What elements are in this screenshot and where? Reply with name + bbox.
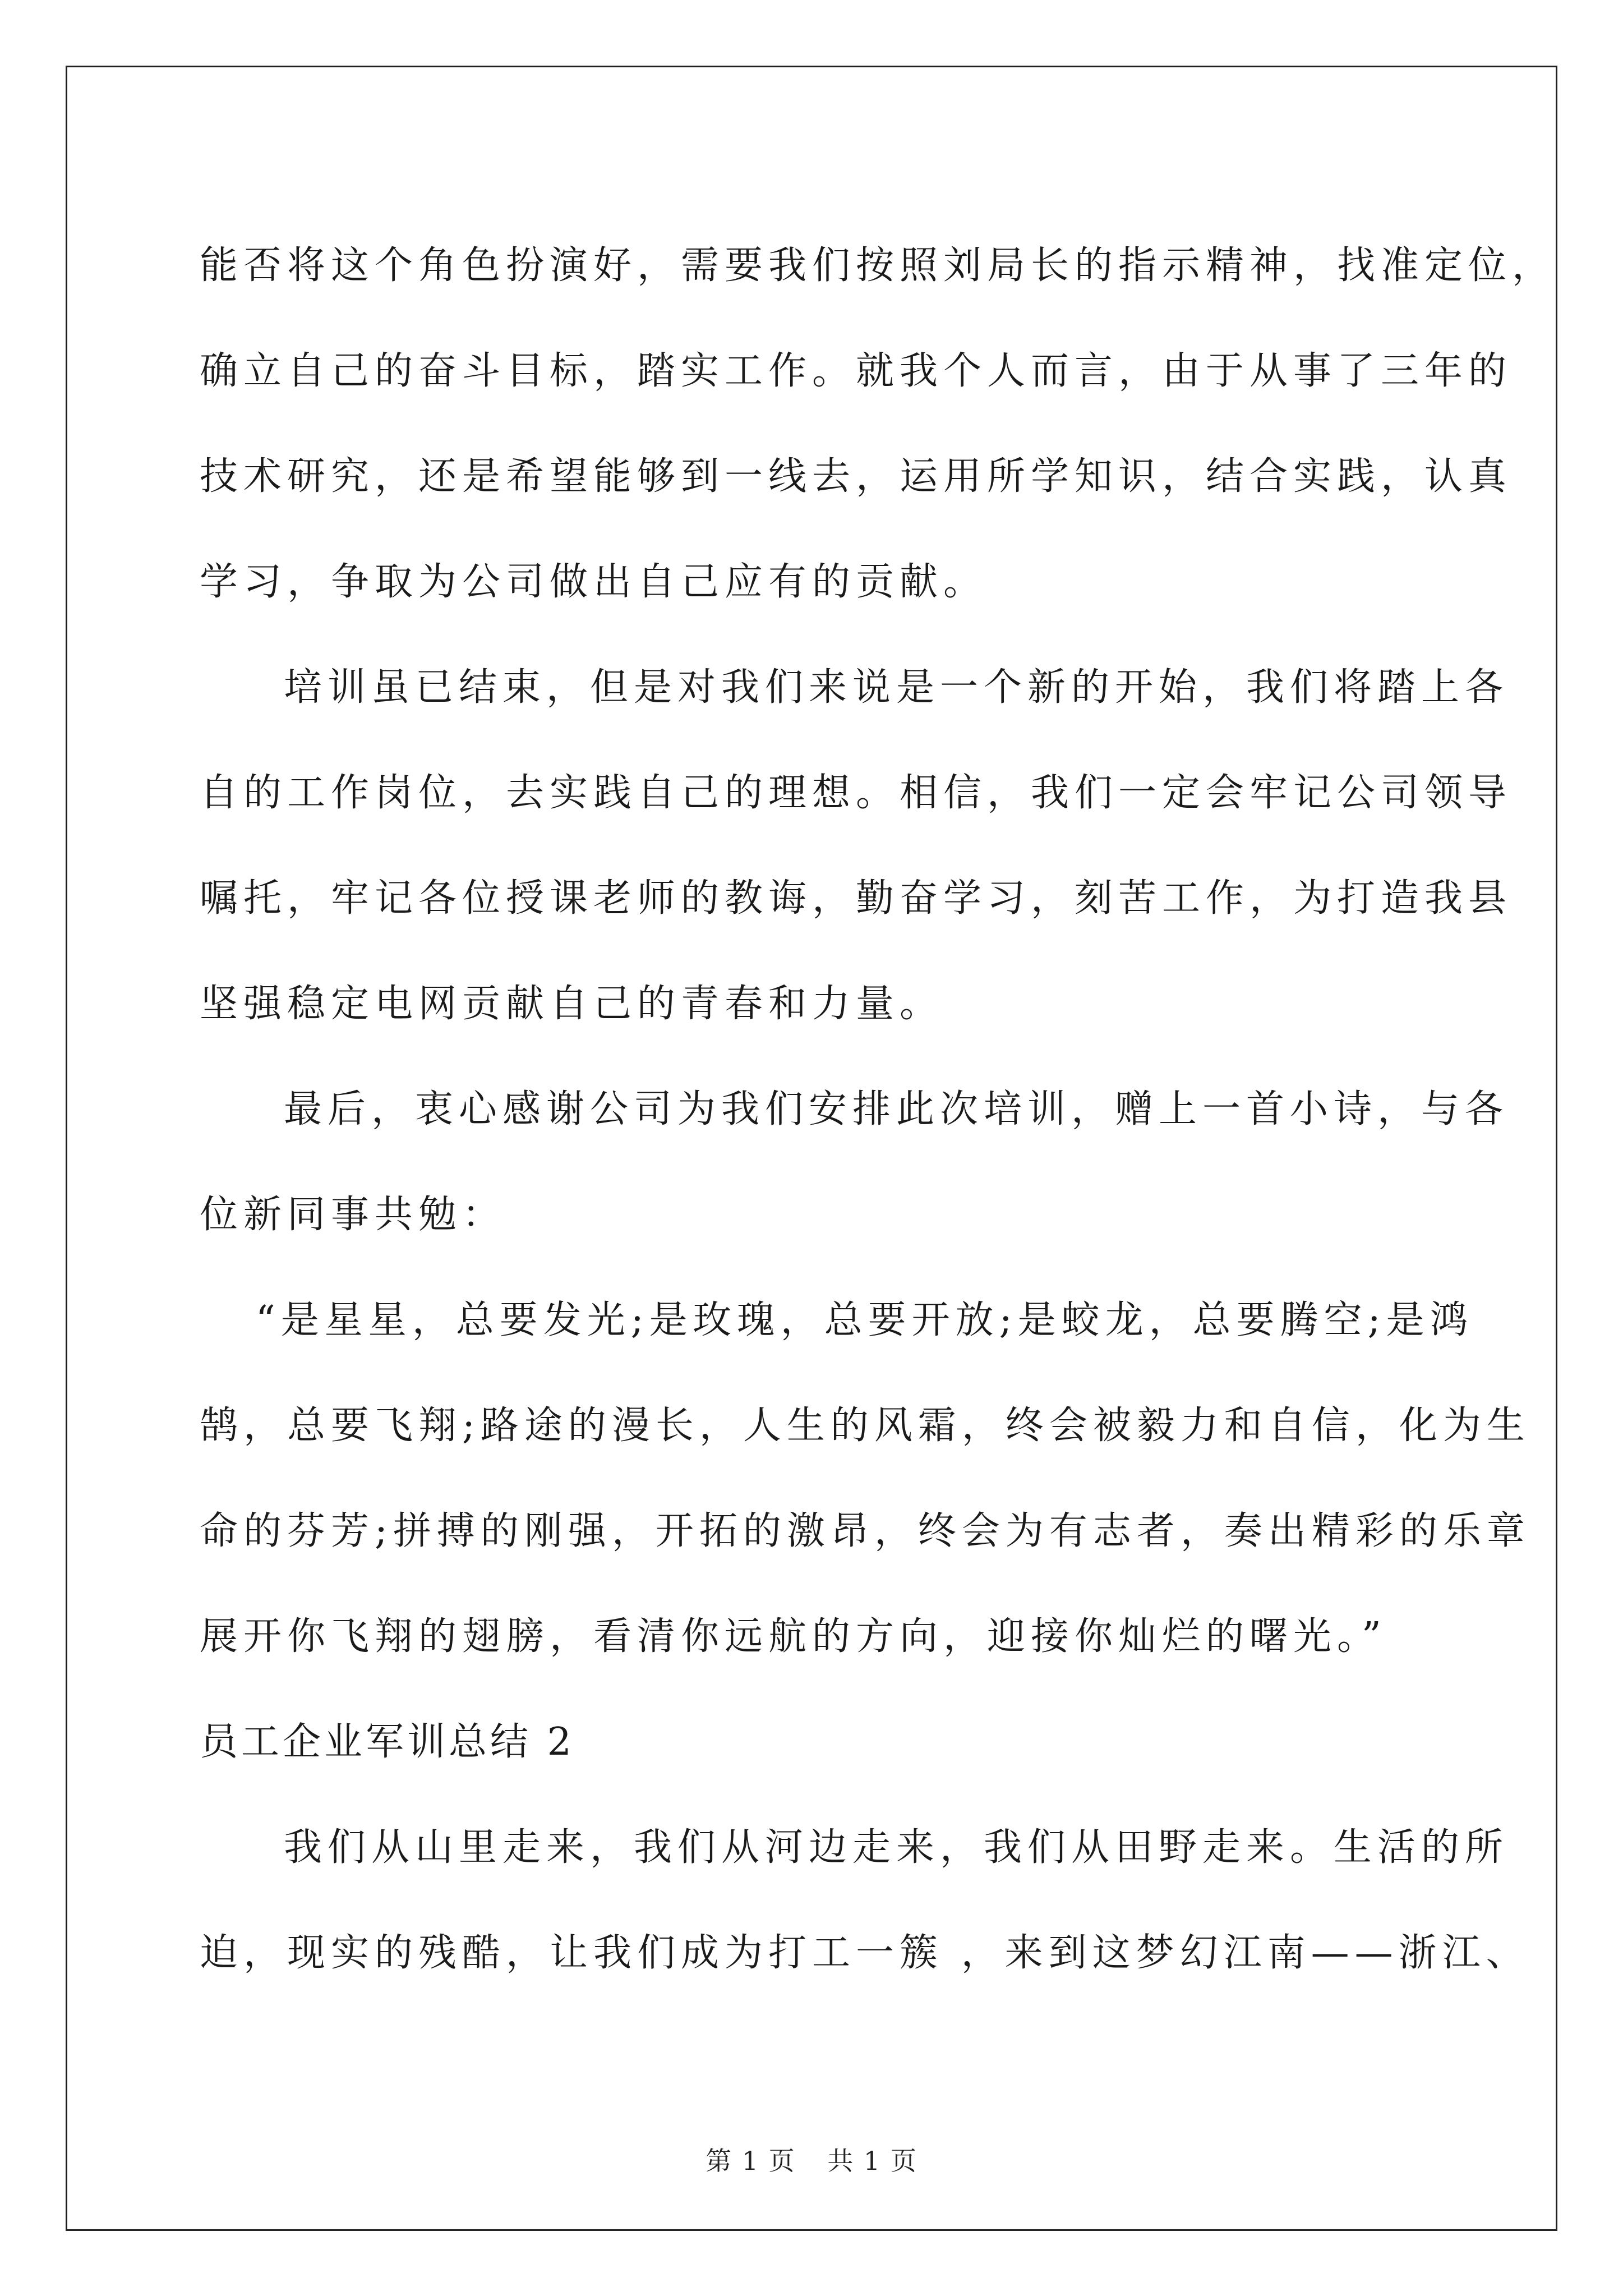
paragraph-start-line: 最后，衷心感谢公司为我们安排此次培训，赠上一首小诗，与各 — [284, 1087, 1509, 1131]
page-number: 第 1 页 — [706, 2146, 796, 2176]
text-line: 学习，争取为公司做出自己应有的贡献。 — [200, 560, 988, 604]
text-line: 嘱托，牢记各位授课老师的教诲，勤奋学习，刻苦工作，为打造我县 — [200, 876, 1513, 921]
paragraph-start-line: 我们从山里走来，我们从河边走来，我们从田野走来。生活的所 — [284, 1825, 1509, 1870]
text-line: 命的芬芳;拼搏的刚强，开拓的激昂，终会为有志者，奏出精彩的乐章 — [200, 1509, 1530, 1553]
section-heading: 员工企业军训总结 2 — [200, 1720, 575, 1764]
quote-start-line: “是星星，总要发光;是玫瑰，总要开放;是蛟龙，总要腾空;是鸿 — [256, 1298, 1474, 1342]
text-line: 自的工作岗位，去实践自己的理想。相信，我们一定会牢记公司领导 — [200, 771, 1513, 815]
text-line: 迫，现实的残酷，让我们成为打工一簇 ，来到这梦幻江南——浙江、 — [200, 1931, 1530, 1975]
document-body — [200, 213, 1556, 2006]
text-line: 能否将这个角色扮演好，需要我们按照刘局长的指示精神，找准定位， — [200, 243, 1556, 288]
text-line: 技术研究，还是希望能够到一线去，运用所学知识，结合实践，认真 — [200, 454, 1513, 499]
page-total: 共 1 页 — [827, 2146, 917, 2176]
text-line: 确立自己的奋斗目标，踏实工作。就我个人而言，由于从事了三年的 — [200, 349, 1513, 393]
text-line: 位新同事共勉： — [200, 1193, 506, 1237]
page-footer — [0, 2141, 1623, 2178]
text-line: 展开你飞翔的翅膀，看清你远航的方向，迎接你灿烂的曙光。” — [200, 1614, 1387, 1659]
paragraph-start-line: 培训虽已结束，但是对我们来说是一个新的开始，我们将踏上各 — [284, 665, 1509, 710]
text-line: 鹄，总要飞翔;路途的漫长，人生的风霜，终会被毅力和自信，化为生 — [200, 1404, 1530, 1448]
text-line: 坚强稳定电网贡献自己的青春和力量。 — [200, 982, 944, 1026]
